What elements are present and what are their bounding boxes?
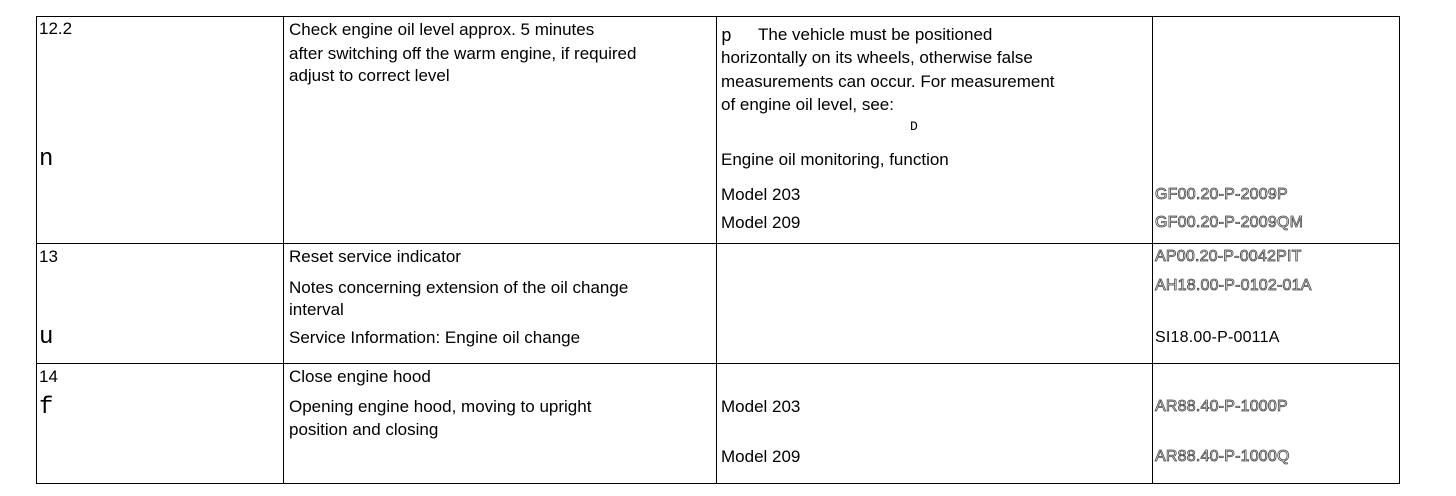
note-text-line: of engine oil level, see:	[721, 95, 894, 114]
step-description-line: adjust to correct level	[289, 66, 450, 85]
model-label: Model 203	[721, 397, 801, 416]
engine-symbol-icon: n	[39, 146, 54, 173]
step-description-line: Service Information: Engine oil change	[289, 328, 581, 347]
note-icon: p	[721, 27, 732, 47]
note-text-line: The vehicle must be positioned	[758, 25, 993, 44]
step-number: 13	[39, 247, 58, 266]
step-description-line: Check engine oil level approx. 5 minutes	[289, 20, 595, 39]
document-reference-link[interactable]: SI18.00-P-0011A	[1155, 329, 1280, 346]
column-divider	[1152, 16, 1153, 484]
model-label: Model 209	[721, 213, 801, 232]
note-text-line: horizontally on its wheels, otherwise false	[721, 48, 1033, 67]
model-label: Model 203	[721, 185, 801, 204]
step-description-line: Opening engine hood, moving to upright	[289, 397, 592, 416]
step-description-line: Reset service indicator	[289, 247, 461, 266]
step-title: Close engine hood	[289, 367, 431, 386]
step-number: 14	[39, 367, 58, 386]
document-marker-icon: D	[910, 119, 918, 134]
step-number: 12.2	[39, 19, 73, 38]
row-divider	[36, 363, 1400, 364]
step-description-line: position and closing	[289, 420, 439, 439]
document-reference-link[interactable]: AR88.40-P-1000Q	[1155, 448, 1290, 465]
document-reference-link[interactable]: GF00.20-P-2009P	[1155, 186, 1288, 203]
document-reference-link[interactable]: AH18.00-P-0102-01A	[1155, 277, 1312, 294]
column-divider	[716, 16, 717, 484]
step-description-line: after switching off the warm engine, if required	[289, 44, 637, 63]
document-reference-link[interactable]: AR88.40-P-1000P	[1155, 398, 1288, 415]
column-divider	[283, 16, 284, 484]
note-text-line: measurements can occur. For measurement	[721, 72, 1055, 91]
model-label: Model 209	[721, 447, 801, 466]
document-reference-link[interactable]: AP00.20-P-0042PIT	[1155, 248, 1302, 265]
engine-symbol-icon: f	[39, 394, 54, 421]
engine-symbol-icon: u	[39, 324, 54, 351]
document-reference-link[interactable]: GF00.20-P-2009QM	[1155, 214, 1304, 231]
row-divider	[36, 243, 1400, 244]
subject-text: Engine oil monitoring, function	[721, 150, 949, 169]
step-description-line: Notes concerning extension of the oil change	[289, 278, 629, 297]
step-description-line: interval	[289, 300, 344, 319]
